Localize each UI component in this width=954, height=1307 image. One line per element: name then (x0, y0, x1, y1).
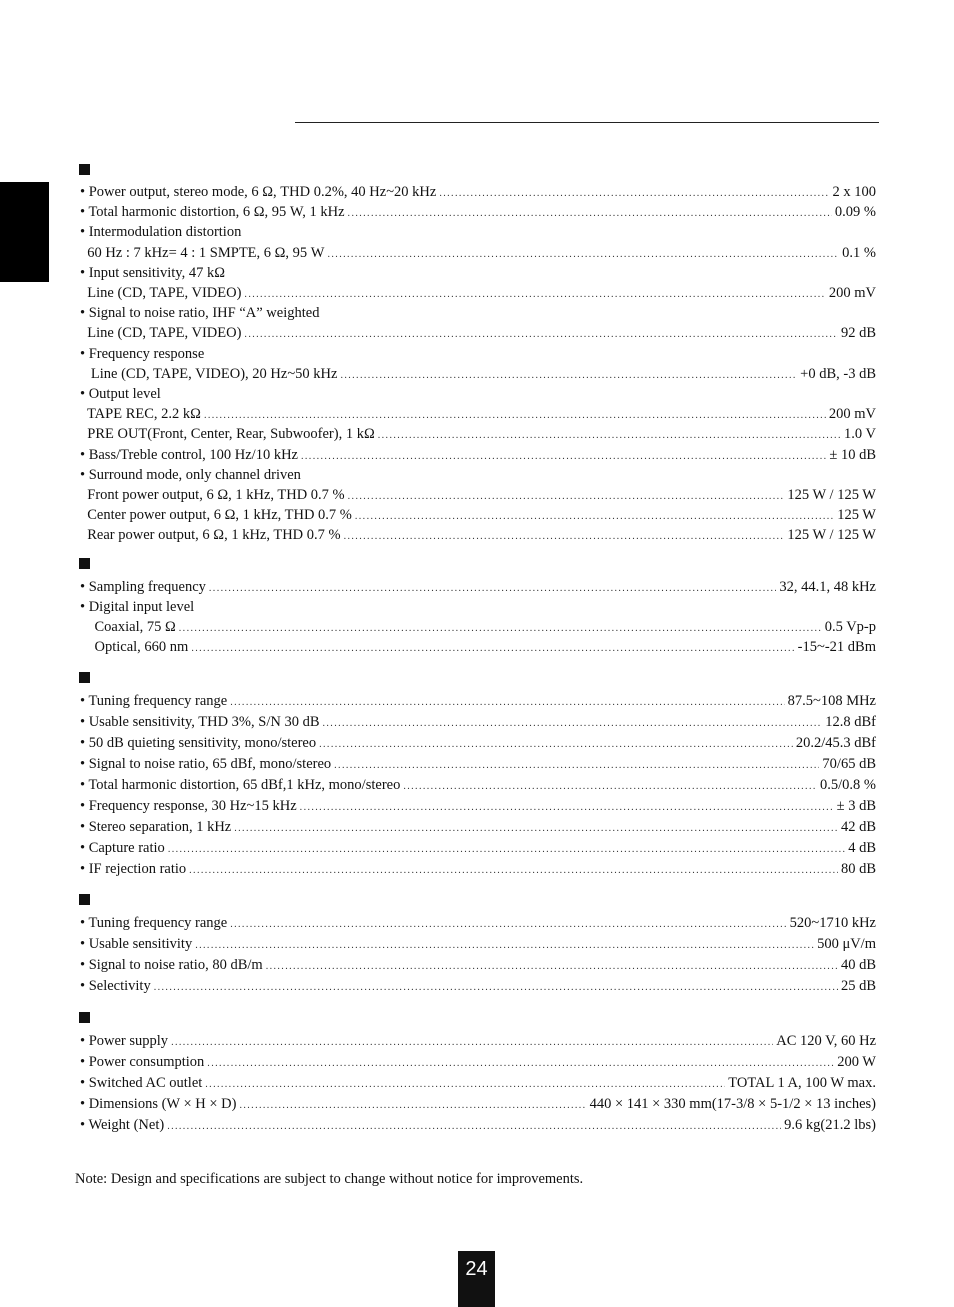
spec-label: Line (CD, TAPE, VIDEO) (80, 285, 242, 301)
spec-row (80, 242, 876, 262)
spec-label: • Tuning frequency range (80, 693, 228, 709)
dot-leader (323, 717, 823, 731)
spec-label: • Power consumption (80, 1054, 205, 1070)
page-number: 24 (458, 1251, 495, 1307)
dot-leader (205, 1078, 725, 1092)
spec-row (80, 975, 876, 995)
spec-value: 9.6 kg(21.2 lbs) (784, 1117, 876, 1133)
spec-row (80, 616, 876, 636)
dot-leader (319, 738, 793, 752)
spec-row (80, 711, 876, 731)
spec-label: • Digital input level (80, 599, 195, 615)
dot-leader (154, 981, 838, 995)
dot-leader (300, 801, 834, 815)
spec-label: • Input sensitivity, 47 kΩ (80, 264, 226, 281)
spec-label: • Power supply (80, 1033, 169, 1049)
dot-leader (234, 822, 838, 836)
spec-value: 87.5~108 MHz (787, 693, 876, 709)
spec-value: 20.2/45.3 dBf (795, 735, 876, 751)
spec-value: 12.8 dBf (825, 714, 876, 730)
spec-value: 125 W / 125 W (787, 527, 876, 544)
spec-label: • Usable sensitivity (80, 936, 193, 952)
spec-value: ± 10 dB (829, 446, 876, 463)
spec-label: Rear power output, 6 Ω, 1 kHz, THD 0.7 % (80, 527, 341, 544)
spec-row (80, 912, 876, 932)
spec-value: +0 dB, -3 dB (800, 365, 876, 382)
dot-leader (403, 780, 817, 794)
spec-row (80, 795, 876, 815)
spec-row (80, 444, 876, 464)
header-rule (295, 122, 879, 123)
section-marker (79, 894, 90, 905)
spec-label: • Total harmonic distortion, 6 Ω, 95 W, 1 kHz (80, 204, 345, 221)
dot-leader (189, 864, 838, 878)
spec-value: 0.1 % (842, 244, 876, 261)
spec-row (80, 636, 876, 656)
spec-value: -15~-21 dBm (797, 639, 876, 655)
spec-row (80, 464, 876, 484)
spec-label: • Signal to noise ratio, 65 dBf, mono/stereo (80, 756, 332, 772)
dot-leader (195, 939, 814, 953)
spec-value: 200 mV (828, 406, 876, 423)
spec-label: Line (CD, TAPE, VIDEO), 20 Hz~50 kHz (80, 365, 338, 382)
spec-row (80, 1030, 876, 1050)
spec-row (80, 1072, 876, 1092)
spec-label: • IF rejection ratio (80, 861, 187, 877)
dot-leader (167, 1120, 781, 1134)
dot-leader (439, 187, 829, 201)
spec-row (80, 201, 876, 221)
spec-row (80, 954, 876, 974)
spec-row (80, 1093, 876, 1113)
footnote: Note: Design and specifications are subject to change without notice for improvements. (75, 1171, 584, 1187)
spec-row (80, 858, 876, 878)
section-marker (79, 672, 90, 683)
spec-row (80, 363, 876, 383)
spec-label: Center power output, 6 Ω, 1 kHz, THD 0.7 % (80, 507, 352, 524)
spec-row (80, 837, 876, 857)
spec-value: 25 dB (840, 978, 876, 994)
spec-label: Front power output, 6 Ω, 1 kHz, THD 0.7 % (80, 487, 345, 503)
dot-leader (207, 1057, 834, 1071)
dot-leader (168, 843, 845, 857)
spec-row (80, 1051, 876, 1071)
spec-row (80, 1114, 876, 1134)
spec-row (80, 732, 876, 752)
spec-row (80, 383, 876, 403)
spec-row (80, 816, 876, 836)
spec-label: TAPE REC, 2.2 kΩ (80, 406, 201, 423)
spec-row (80, 343, 876, 363)
spec-label: • Weight (Net) (80, 1117, 165, 1133)
spec-label: • Stereo separation, 1 kHz (80, 819, 232, 835)
spec-row (80, 423, 876, 443)
spec-row (80, 576, 876, 596)
spec-value: AC 120 V, 60 Hz (776, 1033, 876, 1049)
section-marker (79, 1012, 90, 1023)
dot-leader (230, 696, 784, 710)
spec-label: • Frequency response, 30 Hz~15 kHz (80, 798, 297, 814)
section-marker (79, 164, 90, 175)
spec-label: • Selectivity (80, 978, 151, 994)
spec-label: • Usable sensitivity, THD 3%, S/N 30 dB (80, 714, 320, 730)
spec-value: 200 W (837, 1054, 876, 1070)
spec-label: • Total harmonic distortion, 65 dBf,1 kHz, mono/stereo (80, 777, 401, 793)
spec-label: PRE OUT(Front, Center, Rear, Subwoofer), 1 kΩ (80, 426, 375, 443)
spec-value: 4 dB (848, 840, 876, 856)
dot-leader (301, 450, 826, 464)
spec-value: 125 W (837, 507, 876, 524)
spec-label: Optical, 660 nm (80, 639, 189, 655)
spec-row (80, 504, 876, 524)
section-marker (79, 558, 90, 569)
dot-leader (378, 429, 841, 443)
spec-label: • Dimensions (W × H × D) (80, 1096, 237, 1112)
dot-leader (340, 369, 797, 383)
spec-row (80, 262, 876, 282)
spec-value: 500 μV/m (817, 936, 876, 952)
spec-label: • Output level (80, 386, 161, 402)
spec-label: • Capture ratio (80, 840, 165, 856)
spec-label: • Sampling frequency (80, 579, 206, 595)
spec-value: 70/65 dB (822, 756, 876, 772)
spec-value: 1.0 V (844, 426, 876, 443)
spec-value: 520~1710 kHz (789, 915, 876, 931)
spec-row (80, 221, 876, 241)
dot-leader (239, 1099, 586, 1113)
spec-row (80, 524, 876, 544)
spec-value: 40 dB (840, 957, 876, 973)
spec-label: • Bass/Treble control, 100 Hz/10 kHz (80, 446, 298, 463)
dot-leader (171, 1036, 773, 1050)
spec-row (80, 302, 876, 322)
dot-leader (328, 248, 840, 262)
dot-leader (348, 490, 785, 504)
spec-value: 200 mV (828, 285, 876, 301)
dot-leader (230, 918, 786, 932)
dot-leader (266, 960, 838, 974)
spec-value: 125 W / 125 W (787, 487, 876, 503)
spec-row (80, 774, 876, 794)
dot-leader (191, 642, 794, 656)
spec-row (80, 181, 876, 201)
side-language-tab (0, 182, 49, 282)
dot-leader (244, 328, 838, 342)
spec-row (80, 933, 876, 953)
spec-value: TOTAL 1 A, 100 W max. (728, 1075, 876, 1091)
spec-row (80, 484, 876, 504)
spec-value: 0.09 % (834, 204, 876, 221)
spec-label: • Switched AC outlet (80, 1075, 203, 1091)
spec-value: 42 dB (840, 819, 876, 835)
spec-label: • 50 dB quieting sensitivity, mono/stereo (80, 735, 317, 751)
spec-value: ± 3 dB (836, 798, 876, 814)
spec-row (80, 282, 876, 302)
spec-label: • Signal to noise ratio, IHF “A” weighted (80, 305, 320, 322)
spec-label: • Signal to noise ratio, 80 dB/m (80, 957, 263, 973)
spec-value: 0.5 Vp-p (824, 619, 876, 635)
dot-leader (344, 530, 785, 544)
spec-row (80, 403, 876, 423)
dot-leader (244, 288, 825, 302)
spec-value: 0.5/0.8 % (820, 777, 876, 793)
spec-value: 92 dB (840, 325, 876, 342)
spec-value: 2 x 100 (832, 184, 876, 200)
spec-row (80, 322, 876, 342)
dot-leader (334, 759, 819, 773)
spec-label: Coaxial, 75 Ω (80, 619, 176, 635)
dot-leader (204, 409, 826, 423)
spec-value: 80 dB (840, 861, 876, 877)
spec-label: Line (CD, TAPE, VIDEO) (80, 325, 242, 342)
dot-leader (355, 510, 834, 524)
spec-value: 32, 44.1, 48 kHz (779, 579, 876, 595)
spec-label: • Intermodulation distortion (80, 224, 242, 241)
spec-row (80, 690, 876, 710)
spec-label: 60 Hz : 7 kHz= 4 : 1 SMPTE, 6 Ω, 95 W (80, 244, 325, 261)
dot-leader (209, 582, 776, 596)
spec-row (80, 753, 876, 773)
spec-label: • Tuning frequency range (80, 915, 228, 931)
spec-label: • Surround mode, only channel driven (80, 466, 301, 483)
spec-label: • Power output, stereo mode, 6 Ω, THD 0.2%, 40 Hz~20 kHz (80, 184, 437, 200)
spec-label: • Frequency response (80, 345, 205, 362)
spec-value: 440 × 141 × 330 mm(17-3/8 × 5-1/2 × 13 inches) (589, 1096, 876, 1112)
dot-leader (348, 207, 832, 221)
dot-leader (179, 622, 822, 636)
spec-row (80, 596, 876, 616)
